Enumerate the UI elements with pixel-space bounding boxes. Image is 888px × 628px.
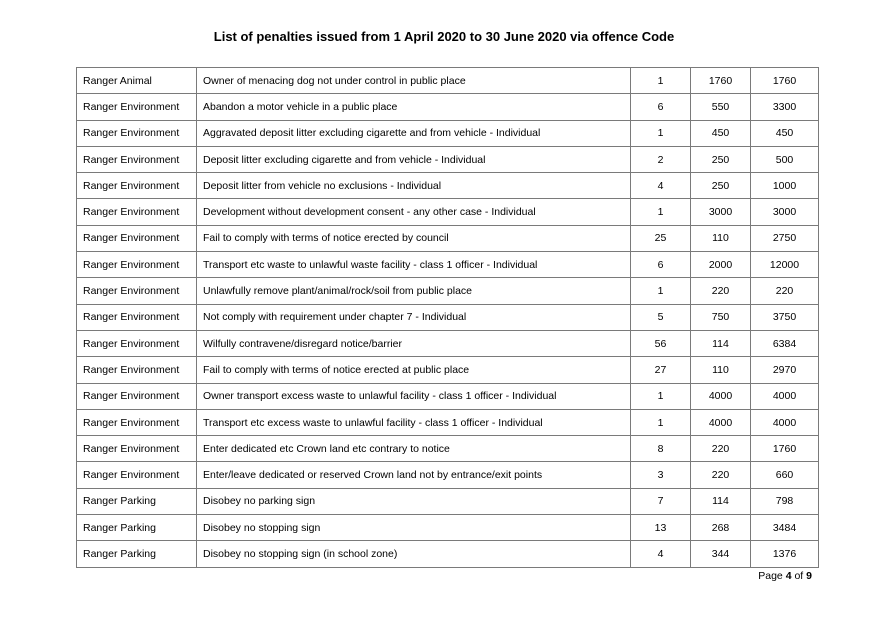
category-cell: Ranger Environment	[77, 409, 197, 435]
offence-cell: Enter dedicated etc Crown land etc contrary to notice	[197, 436, 631, 462]
total-cell: 450	[751, 120, 819, 146]
amount-cell: 110	[691, 357, 751, 383]
category-cell: Ranger Environment	[77, 146, 197, 172]
table-row	[77, 146, 819, 172]
amount-cell: 110	[691, 225, 751, 251]
table-row	[77, 462, 819, 488]
total-cell: 220	[751, 278, 819, 304]
category-cell: Ranger Environment	[77, 383, 197, 409]
category-cell: Ranger Environment	[77, 199, 197, 225]
table-row	[77, 488, 819, 514]
amount-cell: 550	[691, 94, 751, 120]
offence-cell: Fail to comply with terms of notice erected at public place	[197, 357, 631, 383]
offence-cell: Owner of menacing dog not under control in public place	[197, 68, 631, 94]
category-cell: Ranger Environment	[77, 94, 197, 120]
count-cell: 13	[631, 515, 691, 541]
table-row	[77, 409, 819, 435]
table-row	[77, 330, 819, 356]
total-cell: 3000	[751, 199, 819, 225]
category-cell: Ranger Environment	[77, 120, 197, 146]
of-word: of	[794, 570, 804, 582]
offence-cell: Deposit litter from vehicle no exclusions - Individual	[197, 173, 631, 199]
total-cell: 4000	[751, 409, 819, 435]
offence-cell: Abandon a motor vehicle in a public place	[197, 94, 631, 120]
count-cell: 1	[631, 383, 691, 409]
count-cell: 3	[631, 462, 691, 488]
total-cell: 3750	[751, 304, 819, 330]
offence-cell: Deposit litter excluding cigarette and from vehicle - Individual	[197, 146, 631, 172]
offence-cell: Transport etc waste to unlawful waste facility - class 1 officer - Individual	[197, 252, 631, 278]
offence-cell: Fail to comply with terms of notice erected by council	[197, 225, 631, 251]
page-word: Page	[758, 570, 783, 582]
total-cell: 4000	[751, 383, 819, 409]
offence-cell: Unlawfully remove plant/animal/rock/soil from public place	[197, 278, 631, 304]
count-cell: 4	[631, 541, 691, 567]
category-cell: Ranger Animal	[77, 68, 197, 94]
count-cell: 1	[631, 199, 691, 225]
amount-cell: 268	[691, 515, 751, 541]
total-cell: 798	[751, 488, 819, 514]
count-cell: 25	[631, 225, 691, 251]
total-cell: 500	[751, 146, 819, 172]
amount-cell: 450	[691, 120, 751, 146]
offence-cell: Disobey no stopping sign (in school zone)	[197, 541, 631, 567]
category-cell: Ranger Environment	[77, 252, 197, 278]
category-cell: Ranger Environment	[77, 304, 197, 330]
amount-cell: 1760	[691, 68, 751, 94]
count-cell: 8	[631, 436, 691, 462]
total-cell: 1760	[751, 436, 819, 462]
total-cell: 2970	[751, 357, 819, 383]
offence-cell: Not comply with requirement under chapter 7 - Individual	[197, 304, 631, 330]
category-cell: Ranger Environment	[77, 357, 197, 383]
total-cell: 2750	[751, 225, 819, 251]
table-row	[77, 252, 819, 278]
count-cell: 2	[631, 146, 691, 172]
page-number: 4	[785, 570, 792, 582]
amount-cell: 114	[691, 488, 751, 514]
penalties-table	[76, 67, 819, 568]
table-row	[77, 278, 819, 304]
total-cell: 3484	[751, 515, 819, 541]
amount-cell: 250	[691, 173, 751, 199]
offence-cell: Disobey no parking sign	[197, 488, 631, 514]
amount-cell: 220	[691, 278, 751, 304]
table-row	[77, 68, 819, 94]
category-cell: Ranger Parking	[77, 515, 197, 541]
table-row	[77, 436, 819, 462]
table-row	[77, 383, 819, 409]
page-footer	[758, 570, 812, 582]
count-cell: 1	[631, 278, 691, 304]
count-cell: 1	[631, 120, 691, 146]
offence-cell: Transport etc excess waste to unlawful facility - class 1 officer - Individual	[197, 409, 631, 435]
count-cell: 6	[631, 94, 691, 120]
table-row	[77, 304, 819, 330]
count-cell: 1	[631, 409, 691, 435]
total-cell: 660	[751, 462, 819, 488]
category-cell: Ranger Environment	[77, 278, 197, 304]
total-cell: 12000	[751, 252, 819, 278]
amount-cell: 114	[691, 330, 751, 356]
total-cell: 1000	[751, 173, 819, 199]
category-cell: Ranger Environment	[77, 330, 197, 356]
amount-cell: 4000	[691, 383, 751, 409]
page-total: 9	[806, 570, 812, 582]
category-cell: Ranger Environment	[77, 462, 197, 488]
amount-cell: 750	[691, 304, 751, 330]
offence-cell: Disobey no stopping sign	[197, 515, 631, 541]
amount-cell: 2000	[691, 252, 751, 278]
category-cell: Ranger Environment	[77, 173, 197, 199]
category-cell: Ranger Environment	[77, 436, 197, 462]
total-cell: 1760	[751, 68, 819, 94]
table-row	[77, 173, 819, 199]
category-cell: Ranger Parking	[77, 541, 197, 567]
amount-cell: 220	[691, 462, 751, 488]
table-row	[77, 515, 819, 541]
total-cell: 1376	[751, 541, 819, 567]
offence-cell: Enter/leave dedicated or reserved Crown land not by entrance/exit points	[197, 462, 631, 488]
offence-cell: Wilfully contravene/disregard notice/barrier	[197, 330, 631, 356]
count-cell: 6	[631, 252, 691, 278]
count-cell: 27	[631, 357, 691, 383]
table-row	[77, 225, 819, 251]
amount-cell: 344	[691, 541, 751, 567]
category-cell: Ranger Parking	[77, 488, 197, 514]
offence-cell: Owner transport excess waste to unlawful facility - class 1 officer - Individual	[197, 383, 631, 409]
page-title: List of penalties issued from 1 April 2020 to 30 June 2020 via offence Code	[213, 29, 675, 44]
amount-cell: 220	[691, 436, 751, 462]
table-row	[77, 94, 819, 120]
table-row	[77, 120, 819, 146]
table-row	[77, 541, 819, 567]
count-cell: 56	[631, 330, 691, 356]
count-cell: 5	[631, 304, 691, 330]
table-row	[77, 199, 819, 225]
amount-cell: 250	[691, 146, 751, 172]
amount-cell: 4000	[691, 409, 751, 435]
count-cell: 4	[631, 173, 691, 199]
total-cell: 6384	[751, 330, 819, 356]
count-cell: 7	[631, 488, 691, 514]
count-cell: 1	[631, 68, 691, 94]
total-cell: 3300	[751, 94, 819, 120]
offence-cell: Development without development consent - any other case - Individual	[197, 199, 631, 225]
category-cell: Ranger Environment	[77, 225, 197, 251]
offence-cell: Aggravated deposit litter excluding cigarette and from vehicle - Individual	[197, 120, 631, 146]
table-row	[77, 357, 819, 383]
amount-cell: 3000	[691, 199, 751, 225]
